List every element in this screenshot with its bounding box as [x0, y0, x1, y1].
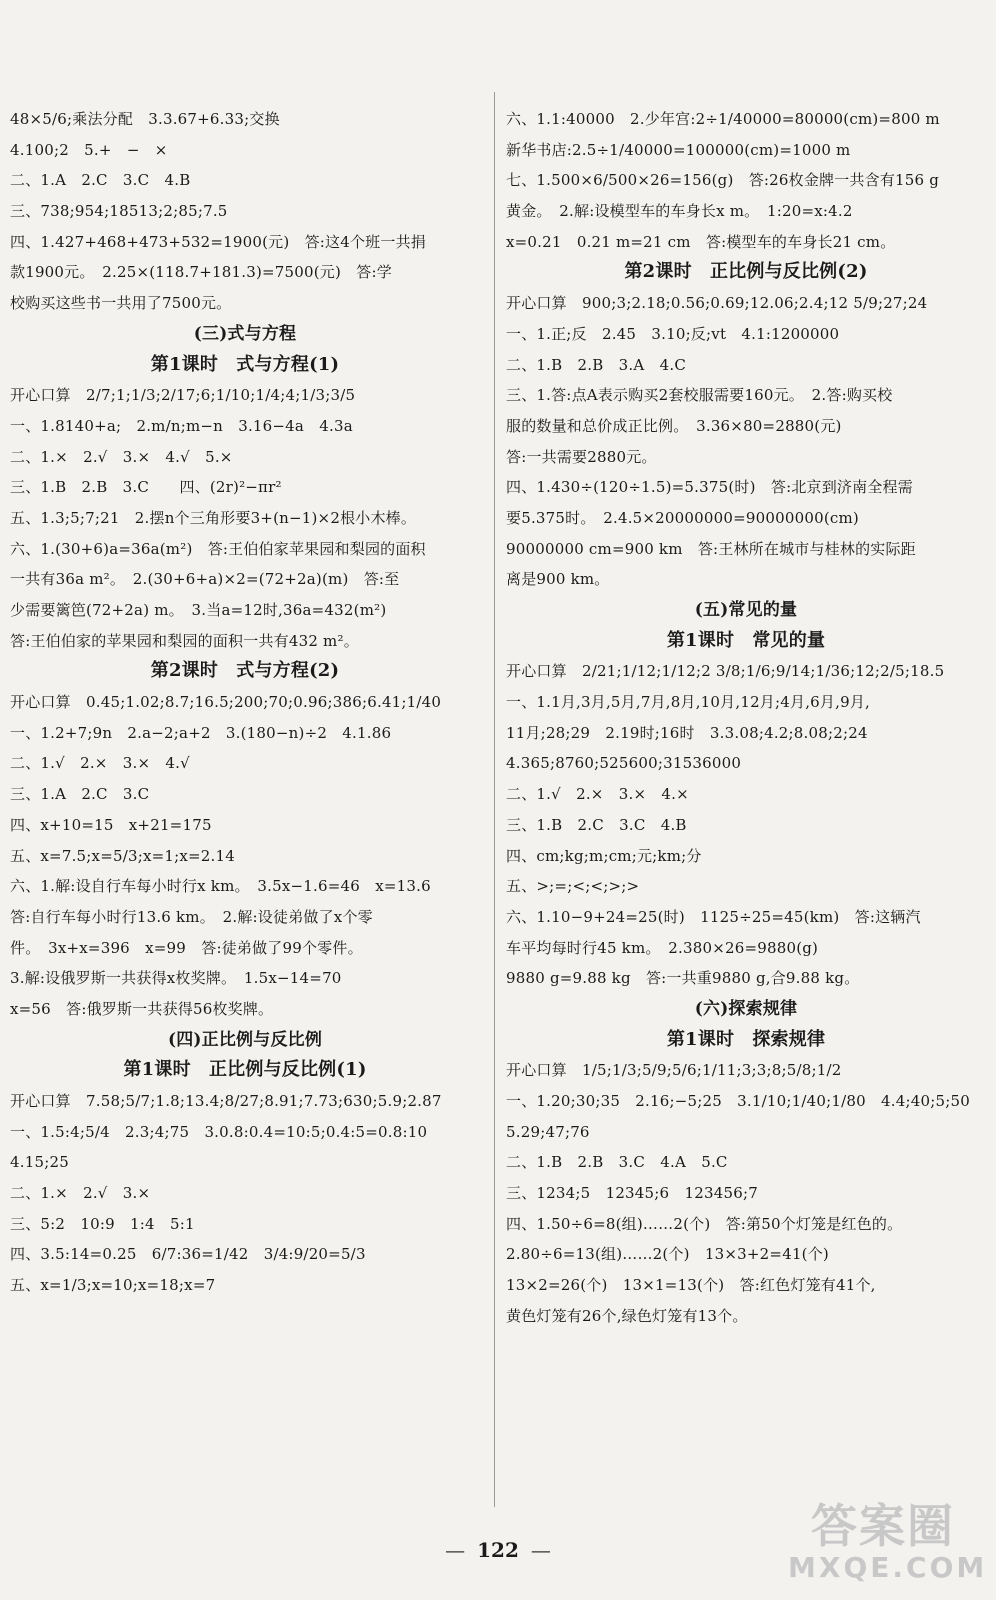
answer-line: 少需要篱笆(72+2a) m。 3.当a=12时,36a=432(m²) [10, 601, 387, 619]
answer-line: 90000000 cm=900 km 答:王林所在城市与桂林的实际距 [506, 539, 916, 558]
answer-line: 四、cm;kg;m;cm;元;km;分 [506, 846, 702, 865]
answer-line: 4.365;8760;525600;31536000 [506, 754, 742, 773]
section-subheading: 第1课时 常见的量 [666, 629, 826, 651]
answer-line: 黄金。 2.解:设模型车的车身长x m。 1:20=x:4.2 [506, 202, 853, 221]
answer-line: 一共有36a m²。 2.(30+6+a)×2=(72+2a)(m) 答:至 [10, 570, 400, 589]
answer-line: 9880 g=9.88 kg 答:一共重9880 g,合9.88 kg。 [506, 969, 860, 988]
answer-line: 离是900 km。 [506, 570, 610, 589]
answer-line: 服的数量和总价成正比例。 3.36×80=2880(元) [506, 416, 842, 435]
answer-line: 五、>;=;<;<;>;> [506, 877, 640, 896]
answer-line: 六、1.(30+6)a=36a(m²) 答:王伯伯家苹果园和梨园的面积 [10, 539, 426, 558]
right-column [506, 104, 986, 1332]
answer-line: 5.29;47;76 [506, 1122, 590, 1141]
answer-line: 11月;28;29 2.19时;16时 3.3.08;4.2;8.08;2;24 [506, 723, 868, 742]
answer-line: 件。 3x+x=396 x=99 答:徒弟做了99个零件。 [10, 938, 363, 957]
section-subheading: 第2课时 正比例与反比例(2) [624, 261, 868, 283]
section-subheading: 第1课时 正比例与反比例(1) [123, 1059, 367, 1081]
answer-line: 二、1.√ 2.× 3.× 4.× [506, 785, 689, 804]
answer-line: 答:一共需要2880元。 [506, 447, 657, 466]
answer-line: 一、1.5:4;5/4 2.3;4;75 3.0.8:0.4=10:5;0.4:5=0.8:10 [10, 1122, 428, 1141]
answer-line: 六、1.解:设自行车每小时行x km。 3.5x−1.6=46 x=13.6 [10, 877, 431, 896]
answer-line: 四、3.5:14=0.25 6/7:36=1/42 3/4:9/20=5/3 [10, 1245, 366, 1264]
answer-line: 开心口算 900;3;2.18;0.56;0.69;12.06;2.4;12 5/9;27;24 [506, 294, 928, 313]
answer-line: 开心口算 0.45;1.02;8.7;16.5;200;70;0.96;386;6.41;1/40 [10, 693, 442, 712]
answer-line: 要5.375时。 2.4.5×20000000=90000000(cm) [506, 508, 859, 527]
answer-line: 三、738;954;18513;2;85;7.5 [10, 202, 228, 221]
watermark-logo: 答案圈 MXQE.COM [788, 1499, 988, 1584]
section-subheading: 第2课时 式与方程(2) [150, 660, 340, 682]
answer-line: 三、1.答:点A表示购买2套校服需要160元。 2.答:购买校 [506, 386, 893, 405]
answer-line: 四、1.430÷(120÷1.5)=5.375(时) 答:北京到济南全程需 [506, 478, 913, 497]
answer-line: 2.80÷6=13(组)……2(个) 13×3+2=41(个) [506, 1245, 829, 1264]
answer-line: 三、1234;5 12345;6 123456;7 [506, 1184, 758, 1203]
answer-line: 新华书店:2.5÷1/40000=100000(cm)=1000 m [506, 140, 851, 159]
answer-line: 二、1.A 2.C 3.C 4.B [10, 171, 191, 190]
answer-line: 三、1.B 2.B 3.C 四、(2r)²−πr² [10, 478, 282, 497]
answer-line: 一、1.8140+a; 2.m/n;m−n 3.16−4a 4.3a [10, 416, 353, 435]
answer-line: 48×5/6;乘法分配 3.3.67+6.33;交换 [10, 110, 280, 128]
section-heading: (六)探索规律 [694, 998, 798, 1019]
answer-line: 13×2=26(个) 13×1=13(个) 答:红色灯笼有41个, [506, 1276, 876, 1295]
answer-line: 二、1.√ 2.× 3.× 4.√ [10, 754, 190, 773]
answer-line: 一、1.1月,3月,5月,7月,8月,10月,12月;4月,6月,9月, [506, 693, 871, 712]
answer-line: 二、1.B 2.B 3.C 4.A 5.C [506, 1153, 728, 1172]
answer-line: 六、1.10−9+24=25(时) 1125÷25=45(km) 答:这辆汽 [506, 907, 921, 926]
answer-line: 四、1.427+468+473+532=1900(元) 答:这4个班一共捐 [10, 232, 426, 251]
answer-line: 4.15;25 [10, 1153, 69, 1172]
answer-line: 开心口算 2/7;1;1/3;2/17;6;1/10;1/4;4;1/3;3/5 [10, 386, 356, 405]
answer-line: 校购买这些书一共用了7500元。 [10, 294, 232, 313]
section-subheading: 第1课时 探索规律 [666, 1028, 826, 1050]
section-heading: (四)正比例与反比例 [167, 1029, 323, 1050]
answer-line: x=0.21 0.21 m=21 cm 答:模型车的车身长21 cm。 [506, 232, 896, 251]
page-number-value: 122 [477, 1538, 519, 1562]
answer-line: 四、1.50÷6=8(组)……2(个) 答:第50个灯笼是红色的。 [506, 1214, 903, 1233]
answer-line: 一、1.正;反 2.45 3.10;反;vt 4.1:1200000 [506, 324, 840, 343]
answer-line: 三、1.B 2.C 3.C 4.B [506, 815, 687, 834]
answer-line: 三、1.A 2.C 3.C [10, 785, 150, 804]
answer-line: 五、x=7.5;x=5/3;x=1;x=2.14 [10, 846, 236, 865]
answer-line: 二、1.× 2.√ 3.× 4.√ 5.× [10, 447, 233, 466]
answer-line: 黄色灯笼有26个,绿色灯笼有13个。 [506, 1306, 748, 1325]
column-divider [494, 92, 495, 1507]
page-number: — 122 — [445, 1538, 551, 1562]
section-heading: (五)常见的量 [694, 600, 798, 620]
section-subheading: 第1课时 式与方程(1) [150, 353, 340, 375]
answer-line: 一、1.20;30;35 2.16;−5;25 3.1/10;1/40;1/80 4.4;40;5;50 [506, 1092, 970, 1110]
answer-line: 七、1.500×6/500×26=156(g) 答:26枚金牌一共含有156 g [506, 171, 940, 190]
answer-line: 开心口算 1/5;1/3;5/9;5/6;1/11;3;3;8;5/8;1/2 [506, 1061, 842, 1080]
answer-line: 五、x=1/3;x=10;x=18;x=7 [10, 1276, 216, 1295]
answer-line: 款1900元。 2.25×(118.7+181.3)=7500(元) 答:学 [10, 263, 392, 282]
answer-line: 3.解:设俄罗斯一共获得x枚奖牌。 1.5x−14=70 [10, 969, 342, 988]
answer-line: 开心口算 2/21;1/12;1/12;2 3/8;1/6;9/14;1/36;12;2/5;18.5 [506, 662, 945, 681]
answer-line: 一、1.2+7;9n 2.a−2;a+2 3.(180−n)÷2 4.1.86 [10, 723, 392, 742]
section-heading: (三)式与方程 [193, 323, 297, 344]
answer-line: 二、1.B 2.B 3.A 4.C [506, 355, 687, 374]
answer-line: 4.100;2 5.+ − × [10, 140, 168, 159]
answer-line: x=56 答:俄罗斯一共获得56枚奖牌。 [10, 999, 274, 1018]
answer-line: 三、5:2 10:9 1:4 5:1 [10, 1214, 195, 1233]
answer-line: 二、1.× 2.√ 3.× [10, 1184, 151, 1203]
answer-line: 车平均每时行45 km。 2.380×26=9880(g) [506, 938, 819, 957]
answer-line: 四、x+10=15 x+21=175 [10, 815, 212, 834]
answer-line: 答:王伯伯家的苹果园和梨园的面积一共有432 m²。 [10, 631, 359, 650]
answer-line: 开心口算 7.58;5/7;1.8;13.4;8/27;8.91;7.73;630;5.9;2.87 [10, 1092, 442, 1110]
answer-line: 五、1.3;5;7;21 2.摆n个三角形要3+(n−1)×2根小木棒。 [10, 508, 417, 527]
answer-line: 六、1.1:40000 2.少年宫:2÷1/40000=80000(cm)=800 m [506, 110, 940, 128]
answer-line: 答:自行车每小时行13.6 km。 2.解:设徒弟做了x个零 [10, 907, 373, 926]
left-column [10, 104, 480, 1301]
